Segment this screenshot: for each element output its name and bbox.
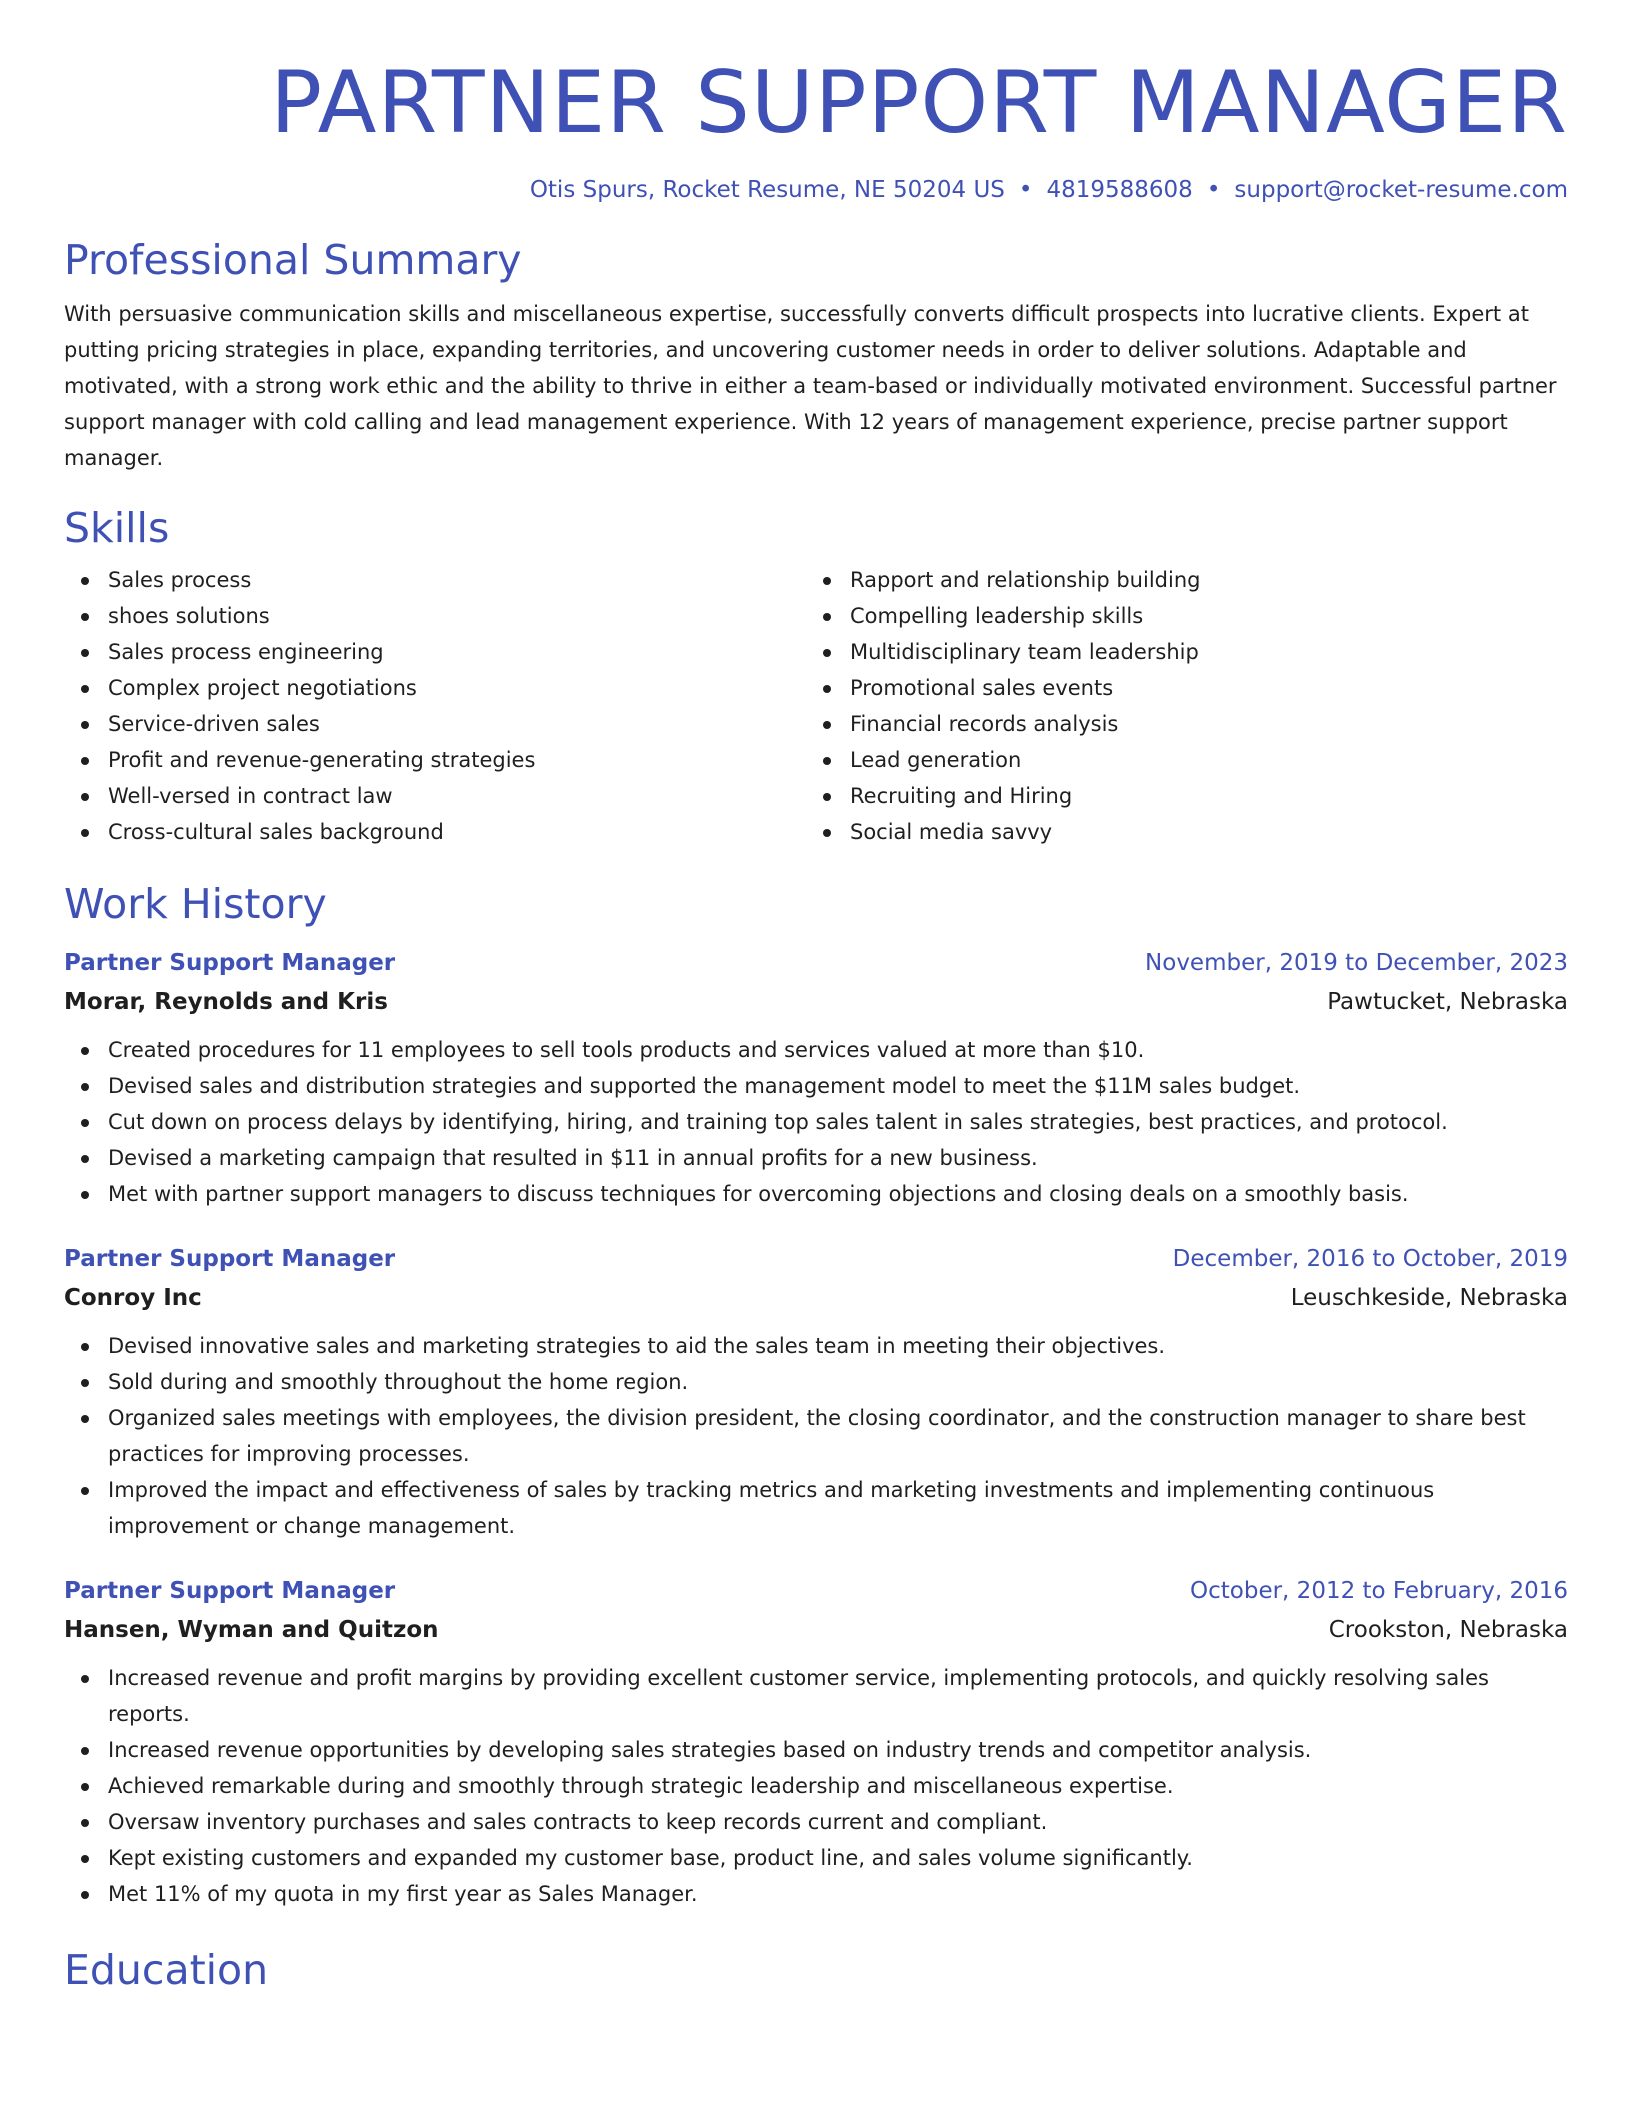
skill-item: Social media savvy: [806, 814, 1548, 850]
summary-text: With persuasive communication skills and miscellaneous expertise, successfully converts difficult prospects into lucrative clients. Expert at putting pricing strategies in place, expanding territories, and uncovering customer needs in order to deliver solutions. Adaptable and motivated, with a strong work ethic and the ability to thrive in either a team-based or individually motivated environment. Successful partner support manager with cold calling and lead management experience. With 12 years of management experience, precise partner support manager.: [64, 302, 1557, 470]
job-bullet: Met with partner support managers to discuss techniques for overcoming objections and closing deals on a smoothly basis.: [64, 1176, 1568, 1212]
job-bullet: Achieved remarkable during and smoothly through strategic leadership and miscellaneous expertise.: [64, 1768, 1568, 1804]
job-bullet: Improved the impact and effectiveness of sales by tracking metrics and marketing investments and implementing continuous improvement or change management.: [64, 1472, 1568, 1544]
skill-item: Service-driven sales: [64, 706, 806, 742]
skills-heading: Skills: [64, 504, 170, 552]
job-company-row: [64, 1610, 1568, 1650]
job-location: Leuschkeside, Nebraska: [1290, 1285, 1568, 1311]
job-title: Partner Support Manager: [64, 950, 396, 976]
skill-item: Cross-cultural sales background: [64, 814, 806, 850]
job-bullet: Devised sales and distribution strategies and supported the management model to meet the $11M sales budget.: [64, 1068, 1568, 1104]
contact-phone: 4819588608: [1046, 177, 1193, 203]
education-heading: Education: [64, 1946, 269, 1994]
job-bullet: Devised a marketing campaign that resulted in $11 in annual profits for a new business.: [64, 1140, 1568, 1176]
skill-item: Financial records analysis: [806, 706, 1548, 742]
job-bullet: Created procedures for 11 employees to sell tools products and services valued at more than $10.: [64, 1032, 1568, 1068]
skill-item: Profit and revenue-generating strategies: [64, 742, 806, 778]
skill-item: Promotional sales events: [806, 670, 1548, 706]
skill-item: Compelling leadership skills: [806, 598, 1548, 634]
job-company-row: [64, 1278, 1568, 1318]
contact-line: [64, 174, 1568, 206]
job-bullets: [64, 1328, 1568, 1544]
work-history-heading: Work History: [64, 880, 327, 928]
skill-item: Multidisciplinary team leadership: [806, 634, 1548, 670]
job-bullet: Sold during and smoothly throughout the home region.: [64, 1364, 1568, 1400]
skills-column-right: [806, 562, 1548, 850]
job-title-row: [64, 1240, 1568, 1278]
job-location: Pawtucket, Nebraska: [1327, 989, 1568, 1015]
skill-item: Rapport and relationship building: [806, 562, 1548, 598]
job-title: Partner Support Manager: [64, 1246, 396, 1272]
job-bullets: [64, 1032, 1568, 1212]
resume-header: [64, 0, 1568, 206]
skill-item: shoes solutions: [64, 598, 806, 634]
job-entry: [64, 1572, 1568, 1912]
skill-item: Lead generation: [806, 742, 1548, 778]
job-bullet: Kept existing customers and expanded my customer base, product line, and sales volume significantly.: [64, 1840, 1568, 1876]
job-bullet: Met 11% of my quota in my first year as Sales Manager.: [64, 1876, 1568, 1912]
job-dates: October, 2012 to February, 2016: [1190, 1578, 1568, 1604]
skill-item: Sales process engineering: [64, 634, 806, 670]
candidate-title: PARTNER SUPPORT MANAGER: [270, 53, 1568, 153]
summary-heading: Professional Summary: [64, 236, 522, 284]
job-title-row: [64, 1572, 1568, 1610]
job-dates: November, 2019 to December, 2023: [1145, 950, 1568, 976]
skills-column-left: [64, 562, 806, 850]
job-dates: December, 2016 to October, 2019: [1172, 1246, 1568, 1272]
job-bullet: Organized sales meetings with employees, the division president, the closing coordinator, and the construction manager to share best practices for improving processes.: [64, 1400, 1568, 1472]
job-bullet: Cut down on process delays by identifying, hiring, and training top sales talent in sales strategies, best practices, and protocol.: [64, 1104, 1568, 1140]
job-company: Hansen, Wyman and Quitzon: [64, 1617, 439, 1643]
contact-email: support@rocket-resume.com: [1234, 177, 1568, 203]
skill-item: Sales process: [64, 562, 806, 598]
job-entry: [64, 1240, 1568, 1544]
job-bullet: Oversaw inventory purchases and sales contracts to keep records current and compliant.: [64, 1804, 1568, 1840]
contact-separator: •: [1206, 177, 1221, 203]
contact-separator: •: [1018, 177, 1033, 203]
job-company: Morar, Reynolds and Kris: [64, 989, 388, 1015]
skill-item: Complex project negotiations: [64, 670, 806, 706]
job-bullets: [64, 1660, 1568, 1912]
job-bullet: Increased revenue opportunities by developing sales strategies based on industry trends and competitor analysis.: [64, 1732, 1568, 1768]
job-bullet: Devised innovative sales and marketing strategies to aid the sales team in meeting their objectives.: [64, 1328, 1568, 1364]
job-company-row: [64, 982, 1568, 1022]
job-bullet: Increased revenue and profit margins by providing excellent customer service, implementing protocols, and quickly resolving sales reports.: [64, 1660, 1568, 1732]
skill-item: Recruiting and Hiring: [806, 778, 1548, 814]
job-location: Crookston, Nebraska: [1328, 1617, 1568, 1643]
job-company: Conroy Inc: [64, 1285, 202, 1311]
contact-address: Otis Spurs, Rocket Resume, NE 50204 US: [529, 177, 1005, 203]
skills-list: [64, 562, 1568, 850]
job-title: Partner Support Manager: [64, 1578, 396, 1604]
job-entry: [64, 944, 1568, 1212]
job-title-row: [64, 944, 1568, 982]
skill-item: Well-versed in contract law: [64, 778, 806, 814]
